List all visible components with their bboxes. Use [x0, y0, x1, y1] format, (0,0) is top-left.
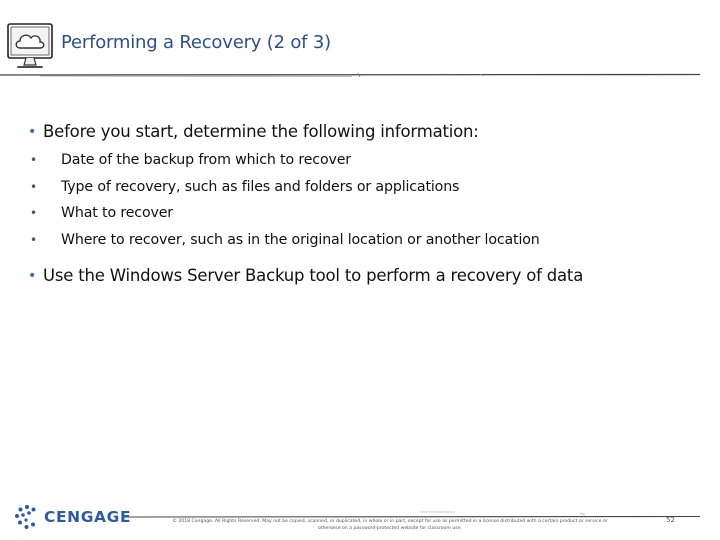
sub-bullet-text: What to recover: [61, 205, 173, 222]
sub-bullet-item: [28, 174, 698, 201]
copyright-notice: [140, 518, 640, 532]
sub-bullet-text: Type of recovery, such as files and folders or applications: [61, 178, 460, 195]
sub-bullet-item: [28, 147, 698, 174]
bullet-text: Use the Windows Server Backup tool to perform a recovery of data: [43, 265, 584, 285]
sub-bullet-text: Date of the backup from which to recover: [61, 152, 351, 168]
logo-text: CENGAGE: [44, 508, 132, 526]
slide-title: Performing a Recovery (2 of 3): [61, 32, 331, 53]
copyright-line: © 2018 Cengage. All Rights Reserved. May not be copied, scanned, or duplicated, in whole or in part, except for use as permitted in a license distributed with a certain product or service or: [172, 519, 608, 524]
slide-content: [28, 120, 698, 288]
sub-bullet-marker: •: [30, 153, 37, 167]
copyright-line: otherwise on a password-protected website for classroom use.: [318, 526, 462, 531]
bullet-marker: •: [28, 124, 37, 140]
cengage-logo: [14, 504, 131, 530]
sub-bullet-marker: •: [30, 206, 37, 221]
bullet-item: [28, 264, 698, 288]
sub-bullet-item: [28, 227, 698, 254]
title-divider: [0, 68, 720, 82]
sub-bullet-text: Where to recover, such as in the original location or another location: [61, 232, 540, 249]
sub-bullet-list: [28, 147, 698, 254]
sub-bullet-marker: •: [30, 233, 37, 248]
cengage-logo-icon: [14, 504, 40, 530]
bullet-marker: •: [28, 267, 37, 284]
sub-bullet-item: [28, 200, 698, 227]
bullet-item: [28, 120, 698, 144]
bullet-text: Before you start, determine the following information:: [43, 122, 479, 141]
sub-bullet-marker: •: [30, 179, 37, 194]
page-number: 52: [666, 516, 675, 524]
cloud-monitor-icon: [6, 21, 54, 71]
